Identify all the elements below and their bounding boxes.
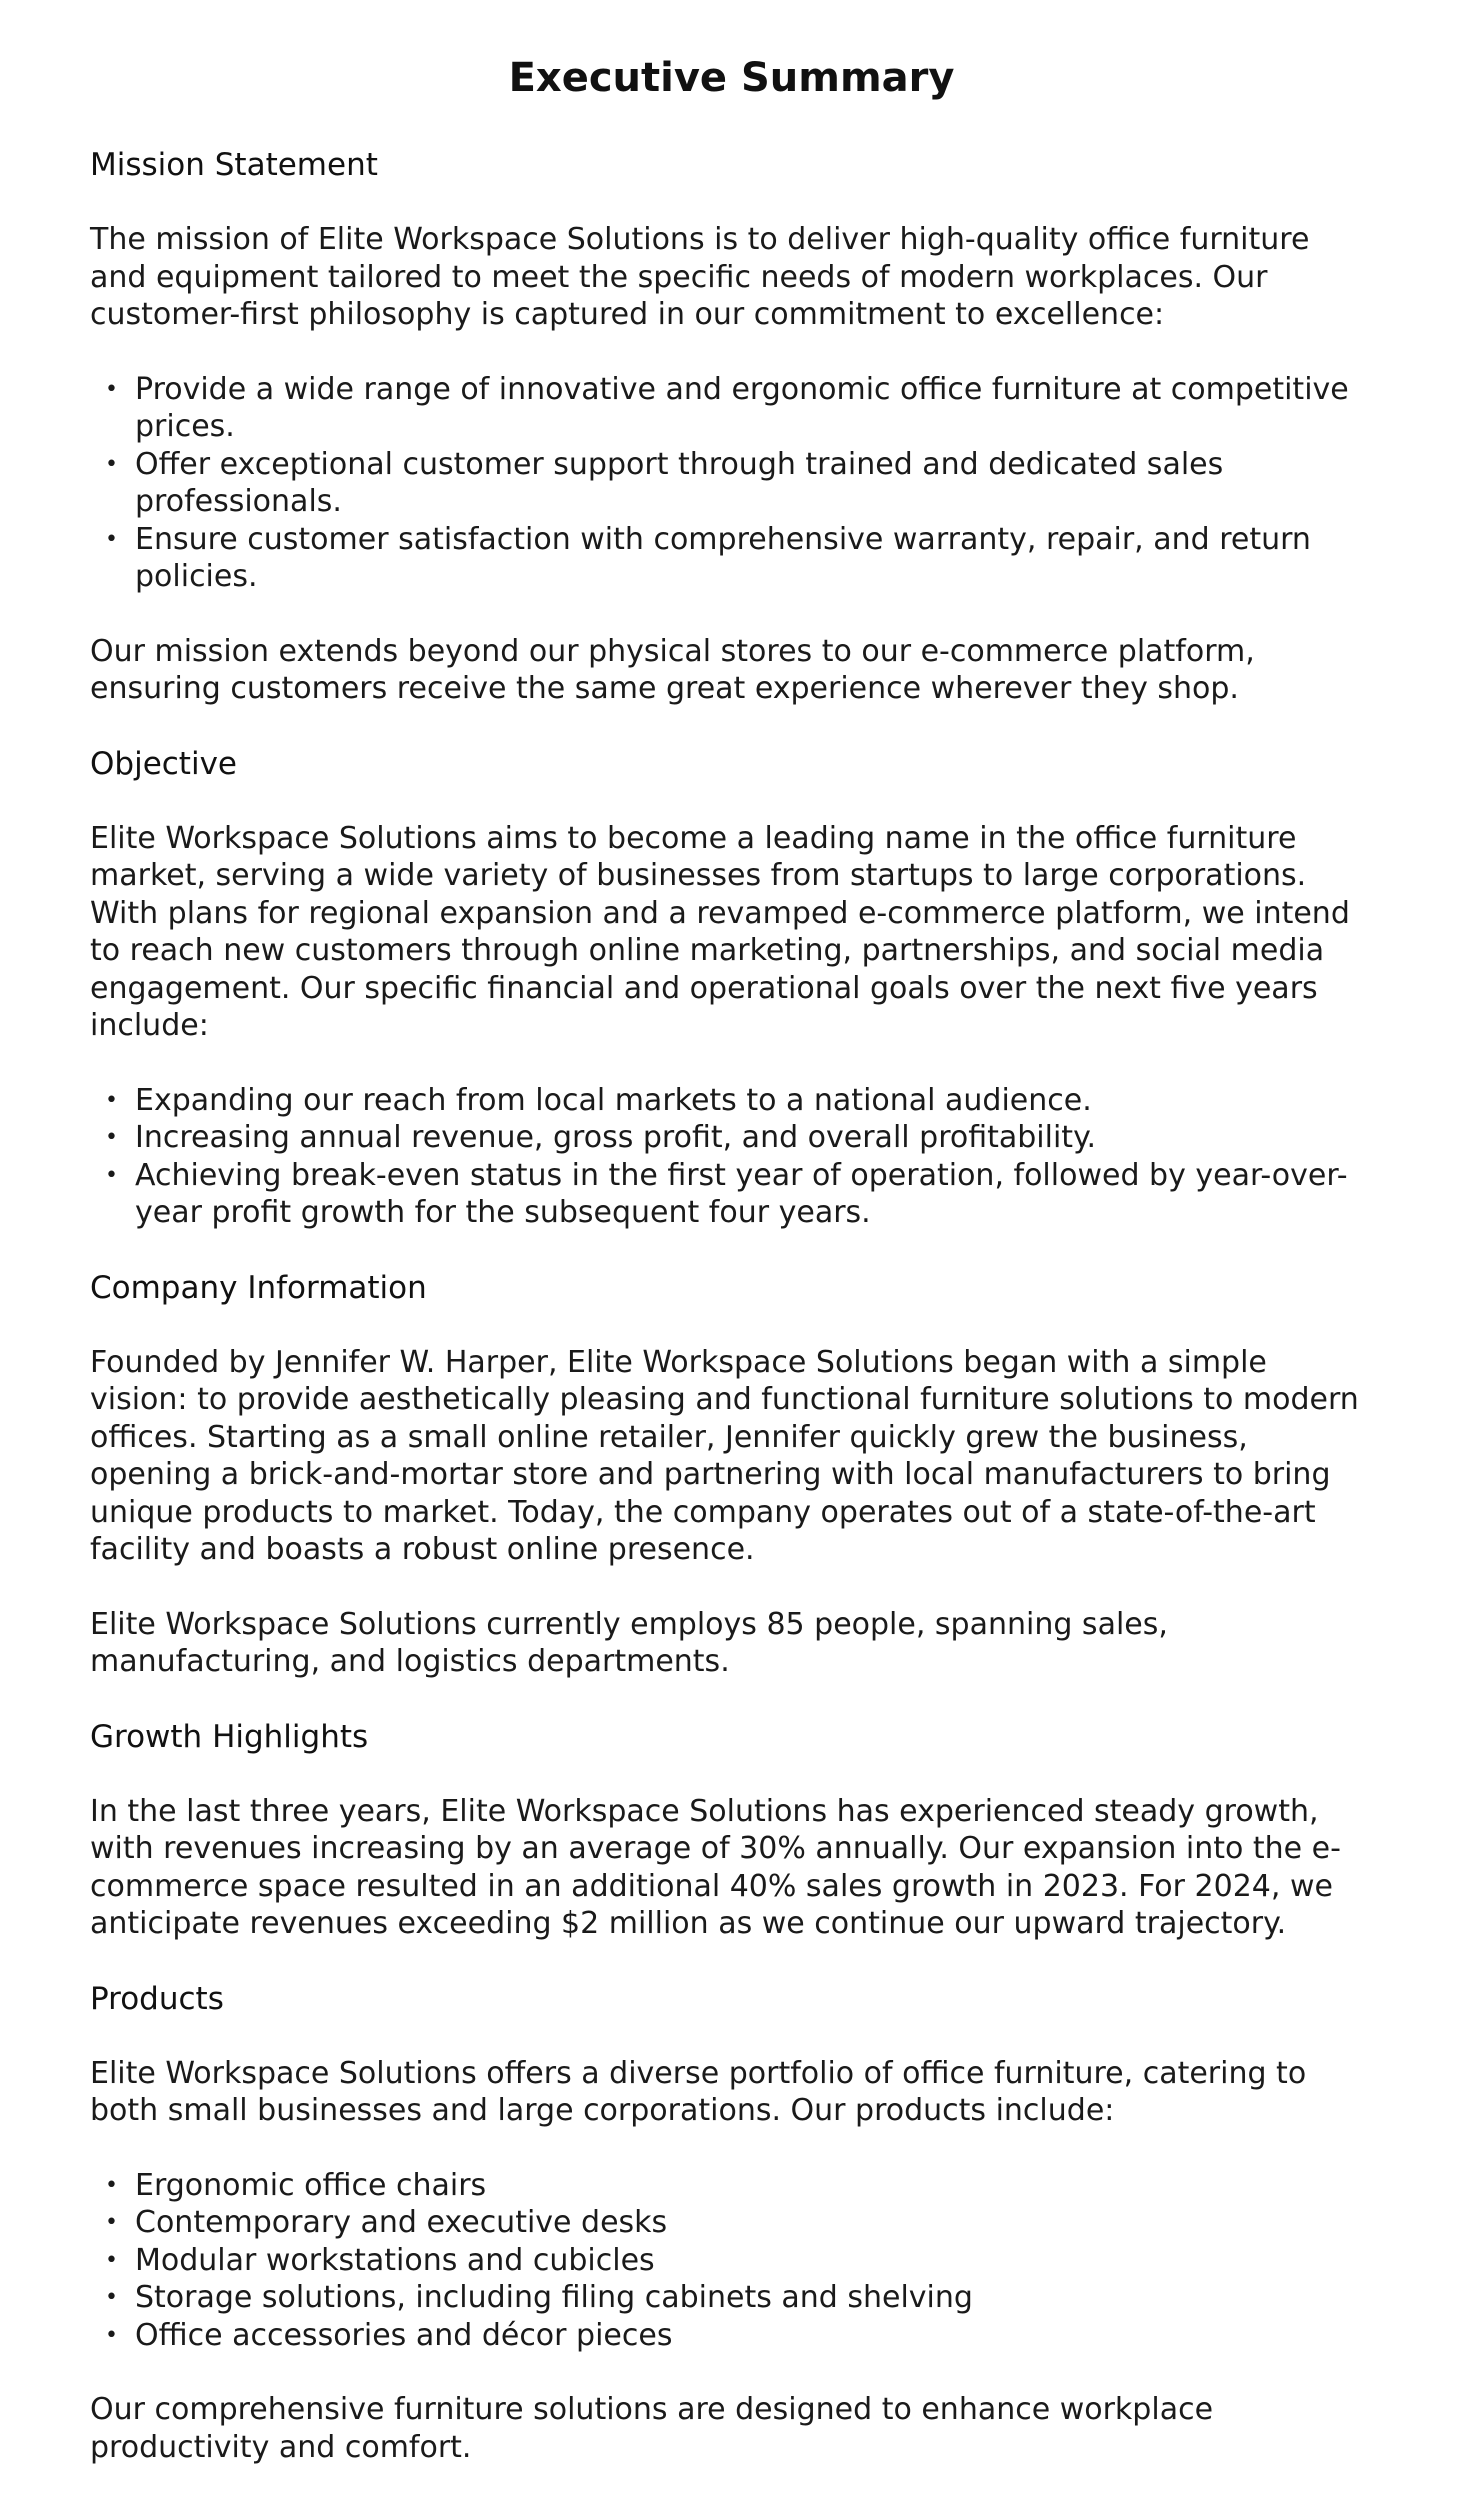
list-item-text: Office accessories and décor pieces [135,2317,673,2353]
bullet-icon: • [105,2322,118,2348]
bullet-icon: • [105,451,118,477]
objective-bullet-list [90,1082,1373,1232]
list-item [90,1157,1373,1232]
bullet-icon: • [105,2247,118,2273]
mission-intro-paragraph: The mission of Elite Workspace Solutions is to deliver high-quality office furniture and equipment tailored to meet the specific needs of modern workplaces. Our customer-first philosophy is captured in our commitment to excellence: [90,222,1310,332]
company-paragraph-2: Elite Workspace Solutions currently employs 85 people, spanning sales, manufacturing, and logistics departments. [90,1606,1168,1679]
products-closing-paragraph: Our comprehensive furniture solutions are designed to enhance workplace productivity and comfort. [90,2392,1214,2465]
list-item [90,1082,1373,1120]
list-item-text: Expanding our reach from local markets to a national audience. [135,1082,1092,1118]
products-intro-paragraph: Elite Workspace Solutions offers a diverse portfolio of office furniture, catering to both small businesses and large corporations. Our products include: [90,2055,1307,2128]
section-heading-objective: Objective [90,745,237,782]
list-item [90,2279,1373,2317]
list-item-text: Modular workstations and cubicles [135,2242,655,2278]
bullet-icon: • [105,1125,118,1150]
list-item-text: Offer exceptional customer support through trained and dedicated sales professionals. [135,446,1224,519]
mission-bullet-list [90,371,1373,596]
bullet-icon: • [105,2172,118,2198]
objective-paragraph: Elite Workspace Solutions aims to become a leading name in the office furniture market, serving a wide variety of businesses from startups to large corporations. With plans for regional expansion and a revamped e-commerce platform, we intend to reach new customers through online marketing, partnerships, and social media engagement. Our specific financial and operational goals over the next five years include: [90,820,1350,1043]
list-item [90,521,1373,596]
section-heading-company: Company Information [90,1269,427,1306]
list-item [90,2317,1373,2355]
mission-closing-paragraph: Our mission extends beyond our physical stores to our e-commerce platform, ensuring customers receive the same great experience wherever they shop. [90,633,1255,706]
list-item-text: Increasing annual revenue, gross profit, and overall profitability. [135,1120,1097,1155]
page-title: Executive Summary [508,55,955,101]
bullet-icon: • [105,1162,118,1188]
section-heading-growth: Growth Highlights [90,1718,369,1755]
bullet-icon: • [105,376,118,402]
list-item [90,2167,1373,2205]
growth-paragraph: In the last three years, Elite Workspace Solutions has experienced steady growth, with revenues increasing by an average of 30% annually. Our expansion into the e-commerce space resulted in an additional 40% sales growth in 2023. For 2024, we anticipate revenues exceeding $2 million as we continue our upward trajectory. [90,1793,1341,1941]
bullet-icon: • [105,2285,118,2310]
list-item [90,371,1373,446]
section-heading-products: Products [90,1980,224,2017]
list-item [90,2204,1373,2242]
products-bullet-list [90,2167,1373,2355]
list-item-text: Ensure customer satisfaction with comprehensive warranty, repair, and return policies. [135,521,1311,594]
list-item-text: Storage solutions, including filing cabinets and shelving [135,2280,973,2315]
section-heading-mission: Mission Statement [90,147,378,183]
list-item-text: Achieving break-even status in the first year of operation, followed by year-over-year profit growth for the subsequent four years. [135,1157,1348,1230]
list-item [90,1119,1373,1157]
list-item-text: Ergonomic office chairs [135,2167,487,2203]
list-item [90,2242,1373,2280]
list-item-text: Provide a wide range of innovative and ergonomic office furniture at competitive prices. [135,371,1349,444]
bullet-icon: • [105,526,118,552]
company-paragraph-1: Founded by Jennifer W. Harper, Elite Workspace Solutions began with a simple vision: to provide aesthetically pleasing and functional furniture solutions to modern offices. Starting as a small online retailer, Jennifer quickly grew the business, opening a brick-and-mortar store and partnering with local manufacturers to bring unique products to market. Today, the company operates out of a state-of-the-art facility and boasts a robust online presence. [90,1344,1359,1567]
list-item-text: Contemporary and executive desks [135,2205,668,2240]
list-item [90,446,1373,521]
bullet-icon: • [105,2210,118,2235]
bullet-icon: • [105,1087,118,1113]
